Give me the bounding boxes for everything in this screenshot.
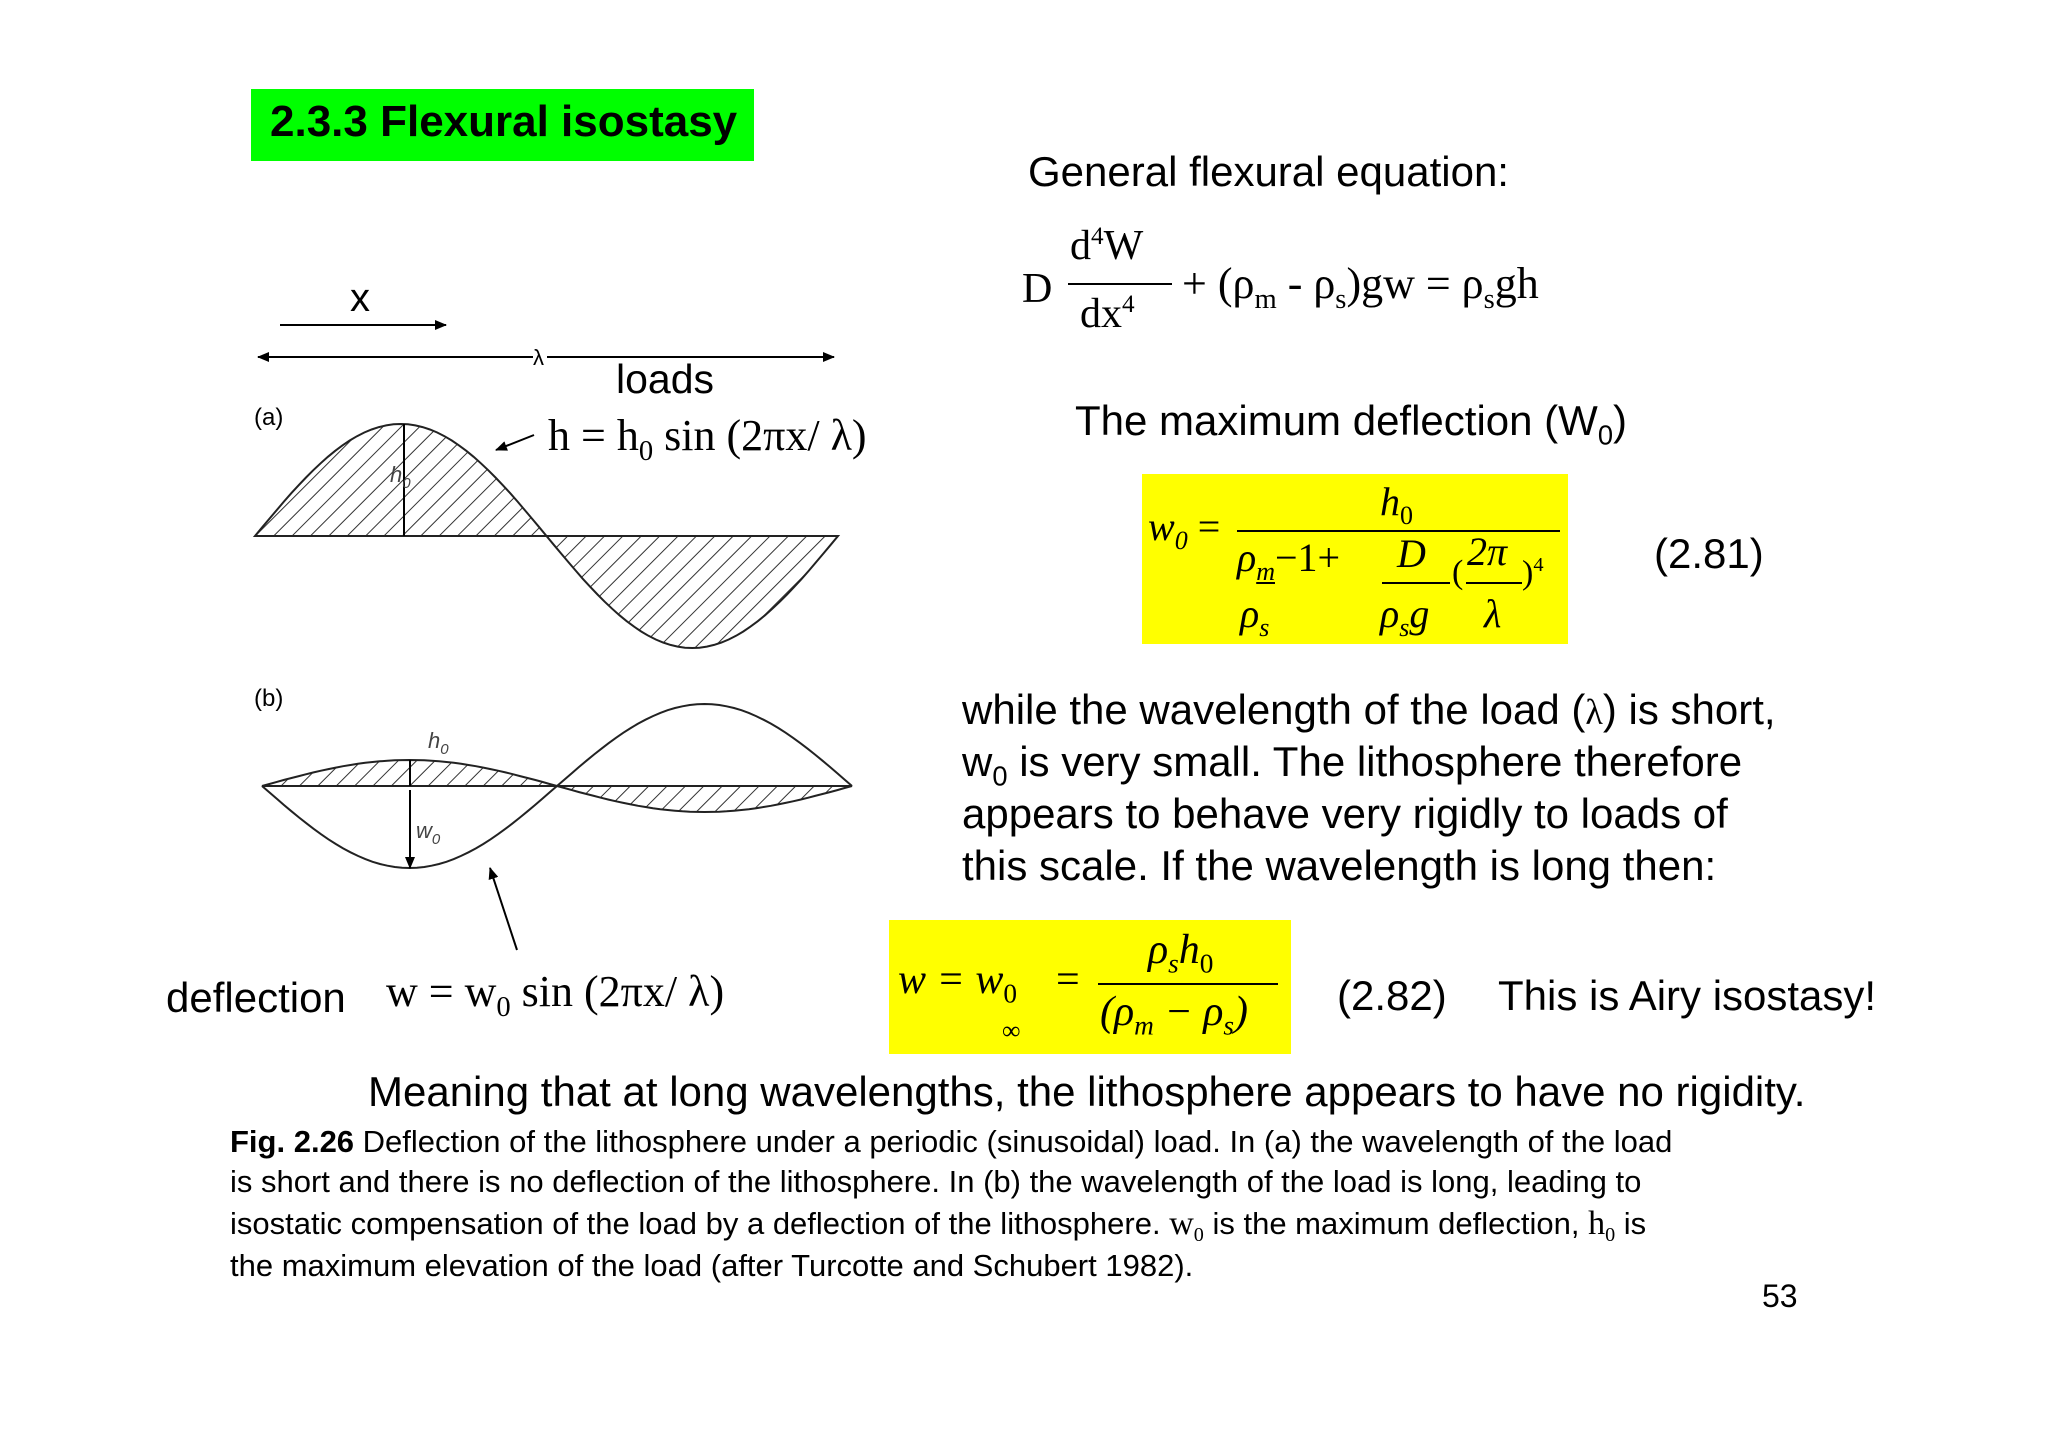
loads-label: loads <box>616 356 715 402</box>
slide-title: 2.3.3 Flexural isostasy <box>270 97 738 146</box>
general-eq-denominator: $dx^4$ <box>1080 291 1135 337</box>
caption-line-1: Fig. 2.26 Deflection of the lithosphere under a periodic (sinusoidal) load. In (a) the wavelength of the load <box>230 1124 1673 1159</box>
short-wavelength-line-1: while the wavelength of the load (λ) is short, <box>962 686 1776 733</box>
eq282-denominator: $(\rho_m - \rho_s)$ <box>1100 989 1249 1041</box>
general-eq-rhs: + $(\rho_m - \rho_s)gw = \rho_sgh$ <box>1182 259 1539 315</box>
eq281-lambda: λ <box>1484 591 1502 636</box>
eq281-2pi-bar <box>1466 582 1522 584</box>
eq281-D-bar <box>1382 582 1450 584</box>
equation-2-81-number: (2.81) <box>1654 530 1764 577</box>
deflection-pointer-arrow <box>490 868 517 950</box>
eq281-denominator: $\rho_m-1+$ <box>1237 535 1341 586</box>
short-wavelength-line-3: appears to behave very rigidly to loads of <box>962 790 1728 837</box>
max-deflection-label: The maximum deflection $(W_0)$ <box>1075 397 1627 451</box>
general-equation-label: General flexural equation: <box>1028 148 1509 195</box>
caption-line-4: the maximum elevation of the load (after Turcotte and Schubert 1982). <box>230 1248 1194 1283</box>
general-eq-fraction-bar <box>1068 283 1172 285</box>
deflection-equation: $w = w_0$ sin (2πx/ λ) <box>386 967 725 1023</box>
eq281-numerator: $h_0$ <box>1380 479 1413 530</box>
eq282-lhs: $w = w_0$ <box>898 957 1018 1009</box>
eq281-lhs: $w_0$ = <box>1148 504 1221 555</box>
panel-b-w0-label: $w_0$ <box>416 818 441 848</box>
load-equation: $h = h_0$ sin (2πx/ λ) <box>548 411 867 467</box>
general-eq-numerator: $d^4W$ <box>1070 223 1144 269</box>
panel-b-h0-label: $h_0$ <box>428 728 449 758</box>
eq281-rho-s-g: $\rho_sg$ <box>1380 591 1430 642</box>
eq281-open-paren: ( <box>1452 554 1464 591</box>
eq281-close-paren: )$^4$ <box>1522 554 1544 592</box>
eq281-D: D <box>1397 531 1426 576</box>
airy-isostasy-text: This is Airy isostasy! <box>1498 972 1877 1019</box>
short-wavelength-line-2: $w_0$ is very small. The lithosphere therefore <box>962 738 1743 792</box>
eq282-infinity: ∞ <box>1002 1016 1021 1045</box>
wavelength-label: λ <box>533 345 544 370</box>
eq281-2pi: 2π <box>1467 529 1508 574</box>
caption-line-3: isostatic compensation of the load by a deflection of the lithosphere. $w_0$ is the maximum deflection, $h_0$ is <box>230 1205 1647 1247</box>
general-eq-D: D <box>1022 266 1053 312</box>
deflection-label: deflection <box>166 974 346 1021</box>
caption-line-2: is short and there is no deflection of the lithosphere. In (b) the wavelength of the load is long, leading to <box>230 1164 1642 1199</box>
meaning-statement: Meaning that at long wavelengths, the lithosphere appears to have no rigidity. <box>368 1068 1806 1115</box>
eq282-equals: = <box>1056 957 1080 1003</box>
equation-2-82-number: (2.82) <box>1337 972 1447 1019</box>
load-pointer-arrow <box>496 435 534 450</box>
panel-a-label: (a) <box>254 404 284 431</box>
page-number: 53 <box>1762 1278 1798 1314</box>
eq282-bar <box>1098 983 1278 985</box>
short-wavelength-line-4: this scale. If the wavelength is long then: <box>962 842 1717 889</box>
eq281-rho-s: $\rho_s$ <box>1240 591 1270 642</box>
panel-a-h0-label: $h_0$ <box>390 462 411 492</box>
eq282-numerator: $\rho_sh_0$ <box>1148 927 1214 979</box>
x-axis-label: x <box>350 276 370 320</box>
panel-b-label: (b) <box>254 685 284 712</box>
